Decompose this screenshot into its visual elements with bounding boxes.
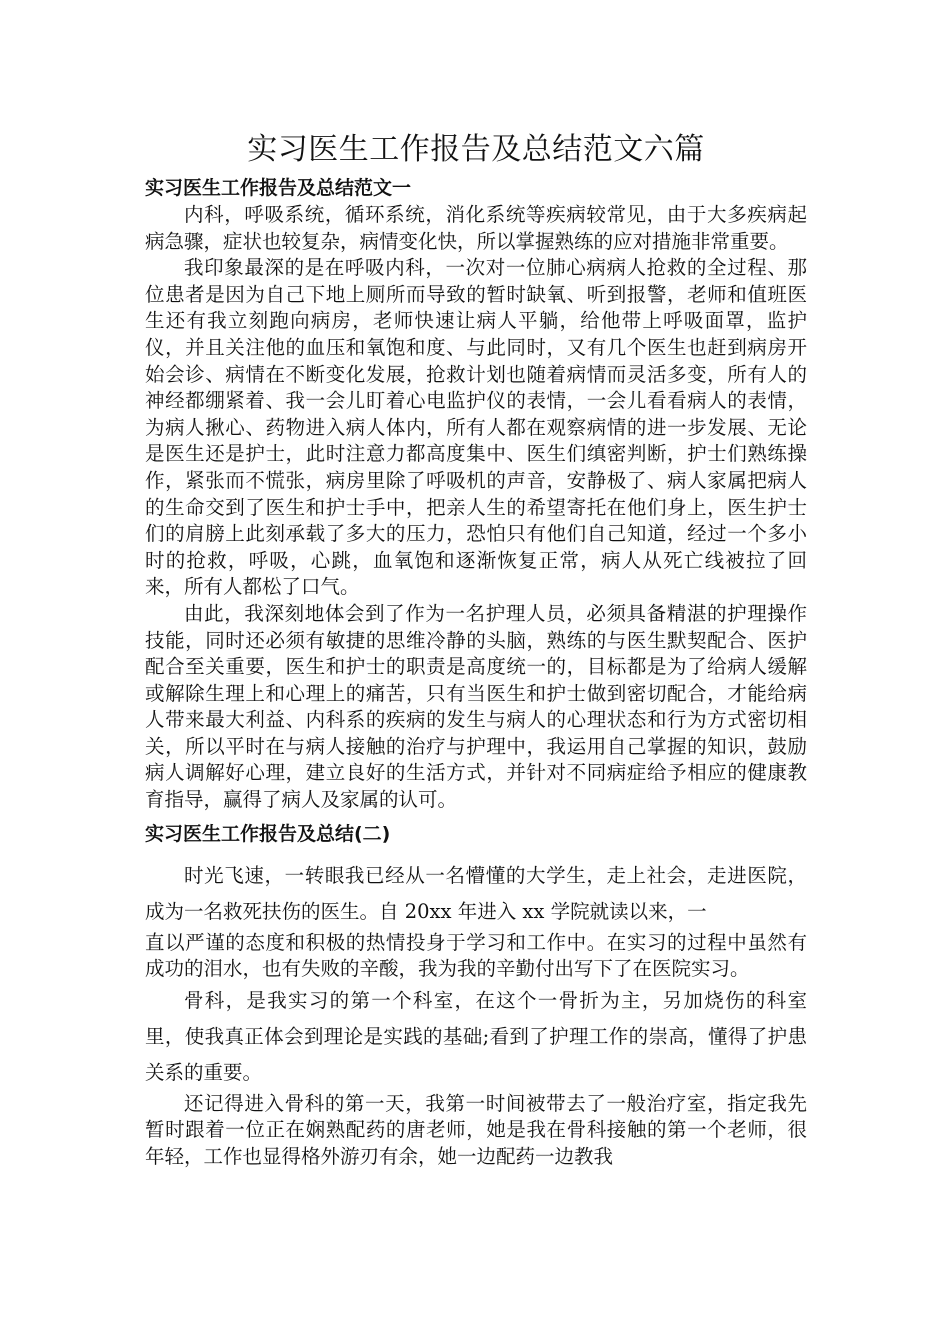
section-2-paragraph-1-start: 时光飞速，一转眼我已经从一名懵懂的大学生，走上社会，走进医院，成为一名救死扶伤的医生。自 20xx 年进入 xx 学院就读以来，一 (145, 863, 807, 923)
document-title: 实习医生工作报告及总结范文六篇 (247, 132, 705, 167)
section-2-paragraph-1-end: 直以严谨的态度和积极的热情投身于学习和工作中。在实习的过程中虽然有成功的泪水，也有失败的辛酸，我为我的辛勤付出写下了在医院实习。 (145, 930, 807, 981)
section-2-paragraph-3: 还记得进入骨科的第一天，我第一时间被带去了一般治疗室，指定我先暂时跟着一位正在娴熟配药的唐老师，她是我在骨科接触的第一个老师，很年轻，工作也显得格外游刃有余，她一边配药一边教我 (145, 1091, 807, 1169)
section-1-paragraph-1: 内科，呼吸系统，循环系统，消化系统等疾病较常见，由于大多疾病起病急骤，症状也较复杂，病情变化快，所以掌握熟练的应对措施非常重要。 (145, 203, 807, 253)
section-1-paragraph-2: 我印象最深的是在呼吸内科，一次对一位肺心病病人抢救的全过程、那位患者是因为自己下地上厕所而导致的暂时缺氧、听到报警，老师和值班医生还有我立刻跑向病房，老师快速让病人平躺，给他带上呼吸面罩，监护仪，并且关注他的血压和氧饱和度、与此同时，又有几个医生也赶到病房开始会诊、病情在不断变化发展，抢救计划也随着病情而灵活多变，所有人的神经都绷紧着、我一会儿盯着心电监护仪的表情，一会儿看看病人的表情，为病人揪心、药物进入病人体内，所有人都在观察病情的进一步发展、无论是医生还是护士，此时注意力都高度集中、医生们缜密判断，护士们熟练操作，紧张而不慌张，病房里除了呼吸机的声音，安静极了、病人家属把病人的生命交到了医生和护士手中，把亲人生的希望寄托在他们身上，医生护士们的肩膀上此刻承载了多大的压力，恐怕只有他们自己知道，经过一个多小时的抢救，呼吸，心跳，血氧饱和逐渐恢复正常，病人从死亡线被拉了回来，所有人都松了口气。 (145, 256, 807, 599)
document-page (145, 130, 807, 1171)
section-2-heading: 实习医生工作报告及总结(二) (145, 822, 391, 845)
section-2-paragraph-2: 骨科，是我实习的第一个科室，在这个一骨折为主，另加烧伤的科室里，使我真正体会到理论是实践的基础;看到了护理工作的崇高，懂得了护患关系的重要。 (145, 988, 807, 1084)
section-1-paragraph-3: 由此，我深刻地体会到了作为一名护理人员，必须具备精湛的护理操作技能，同时还必须有敏捷的思维冷静的头脑，熟练的与医生默契配合、医护配合至关重要，医生和护士的职责是高度统一的，目标都是为了给病人缓解或解除生理上和心理上的痛苦，只有当医生和护士做到密切配合，才能给病人带来最大利益、内科系的疾病的发生与病人的心理状态和行为方式密切相关，所以平时在与病人接触的治疗与护理中，我运用自己掌握的知识，鼓励病人调解好心理，建立良好的生活方式，并针对不同病症给予相应的健康教育指导，赢得了病人及家属的认可。 (145, 601, 807, 812)
section-1-heading: 实习医生工作报告及总结范文一 (145, 177, 412, 199)
